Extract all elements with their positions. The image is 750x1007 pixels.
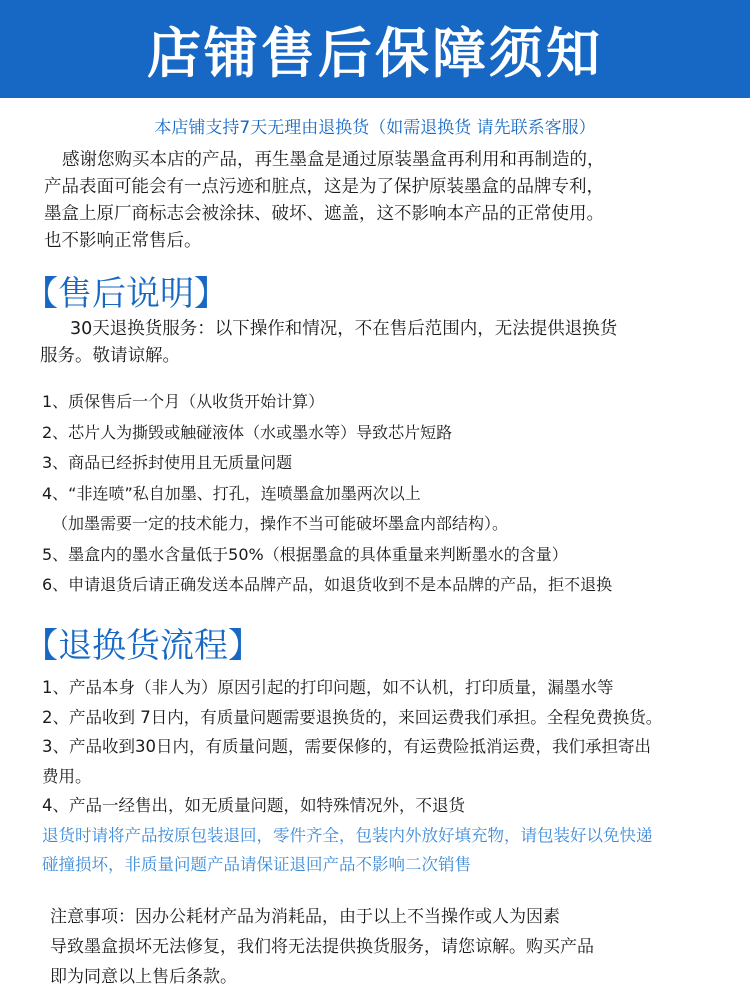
packaging-note-line: 碰撞损坏，非质量问题产品请保证退回产品不影响二次销售	[42, 855, 471, 874]
return-policy-subtitle: 本店铺支持7天无理由退换货（如需退换货 请先联系客服）	[154, 118, 596, 138]
list-item: 2、产品收到 7日内，有质量问题需要退换货的，来回运费我们承担。全程免费换货。	[42, 707, 663, 727]
notice-paragraph	[50, 902, 594, 992]
notice-line: 注意事项：因办公耗材产品为消耗品，由于以上不当操作或人为因素	[50, 907, 560, 927]
process-heading: 【退换货流程】	[24, 626, 262, 666]
list-item: 费用。	[42, 766, 92, 786]
list-item: 6、申请退货后请正确发送本品牌产品，如退货收到不是本品牌的产品，拒不退换	[42, 575, 613, 594]
intro-line: 也不影响正常售后。	[44, 231, 202, 251]
list-item: （加墨需要一定的技术能力，操作不当可能破坏墨盒内部结构）。	[52, 514, 509, 533]
after-sales-intro-line: 服务。敬请谅解。	[40, 346, 180, 366]
after-sales-list	[42, 387, 612, 601]
intro-line: 产品表面可能会有一点污迹和脏点，这是为了保护原装墨盒的品牌专利，	[44, 177, 604, 197]
notice-line: 即为同意以上售后条款。	[50, 967, 237, 987]
header-banner	[0, 0, 750, 98]
list-item: 3、产品收到30日内，有质量问题，需要保修的，有运费险抵消运费，我们承担寄出	[42, 737, 651, 756]
list-item: 4、产品一经售出，如无质量问题，如特殊情况外，不退货	[42, 796, 465, 815]
intro-line: 墨盒上原厂商标志会被涂抹、破坏、遮盖，这不影响本产品的正常使用。	[44, 204, 604, 224]
packaging-note-line: 退货时请将产品按原包装退回，零件齐全，包装内外放好填充物，请包装好以免快递	[42, 825, 653, 845]
process-list	[42, 673, 662, 880]
after-sales-intro	[40, 316, 618, 370]
after-sales-intro-line: 30天退换货服务：以下操作和情况，不在售后范围内，无法提供退换货	[70, 319, 618, 339]
intro-line: 感谢您购买本店的产品，再生墨盒是通过原装墨盒再利用和再制造的，	[62, 150, 605, 170]
list-item: 2、芯片人为撕毁或触碰液体（水或墨水等）导致芯片短路	[42, 422, 453, 442]
notice-line: 导致墨盒损坏无法修复，我们将无法提供换货服务，请您谅解。购买产品	[50, 937, 594, 957]
list-item: 3、商品已经拆封使用且无质量问题	[42, 453, 293, 472]
list-item: 5、墨盒内的墨水含量低于50%（根据墨盒的具体重量来判断墨水的含量）	[42, 544, 568, 564]
intro-paragraph	[44, 147, 605, 255]
list-item: 4、“非连喷”私自加墨、打孔，连喷墨盒加墨两次以上	[42, 483, 421, 503]
list-item: 1、质保售后一个月（从收货开始计算）	[42, 392, 325, 411]
after-sales-heading: 【售后说明】	[24, 274, 228, 314]
list-item: 1、产品本身（非人为）原因引起的打印问题，如不认机，打印质量，漏墨水等	[42, 678, 614, 697]
page-title: 店铺售后保障须知	[147, 21, 603, 85]
